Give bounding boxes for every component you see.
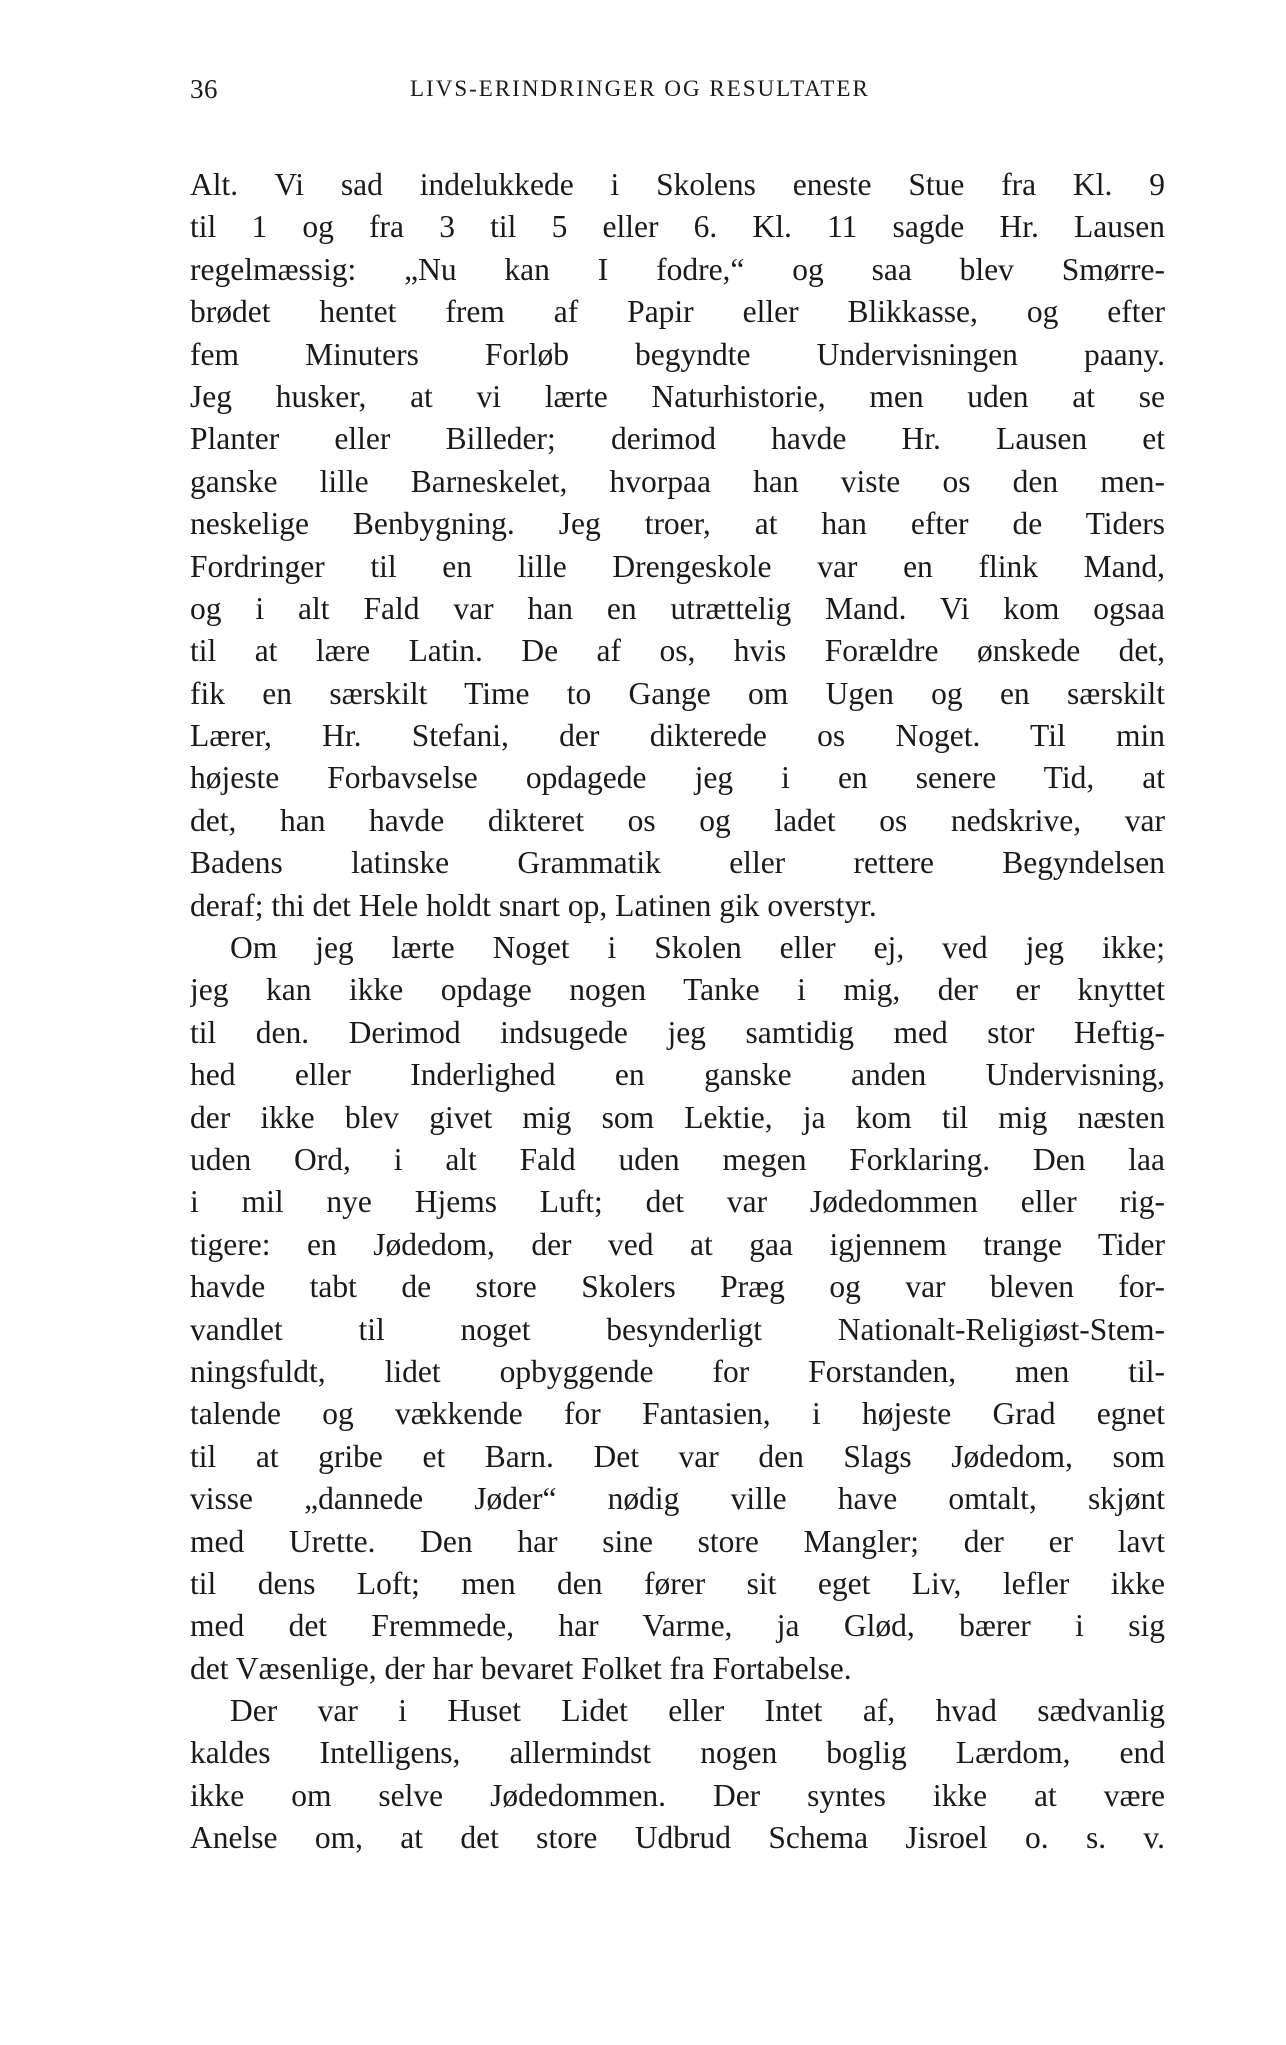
text-line: brødet hentet frem af Papir eller Blikkasse, og efter xyxy=(190,294,1165,330)
text-line: ikke om selve Jødedommen. Der syntes ikke at være xyxy=(190,1777,1165,1813)
text-line: havde tabt de store Skolers Præg og var bleven for- xyxy=(190,1269,1165,1305)
text-line: til 1 og fra 3 til 5 eller 6. Kl. 11 sagde Hr. Lausen xyxy=(190,209,1165,245)
text-line: fik en særskilt Time to Gange om Ugen og en særskilt xyxy=(190,675,1165,711)
text-line: med Urette. Den har sine store Mangler; der er lavt xyxy=(190,1523,1165,1559)
text-line: fem Minuters Forløb begyndte Undervisningen paany. xyxy=(190,336,1165,372)
text-line: Alt. Vi sad indelukkede i Skolens eneste Stue fra Kl. 9 xyxy=(190,167,1165,202)
text-line: regelmæssig: „Nu kan I fodre,“ og saa blev Smørre- xyxy=(190,251,1165,287)
text-line: Om jeg lærte Noget i Skolen eller ej, ved jeg ikke; xyxy=(230,930,1165,966)
text-line: neskelige Benbygning. Jeg troer, at han efter de Tiders xyxy=(190,506,1165,542)
text-line: visse „dannede Jøder“ nødig ville have omtalt, skjønt xyxy=(190,1481,1165,1517)
text-line: jeg kan ikke opdage nogen Tanke i mig, der er knyttet xyxy=(190,972,1165,1008)
running-head xyxy=(190,74,1165,114)
text-line: Badens latinske Grammatik eller rettere Begyndelsen xyxy=(190,845,1165,881)
text-line: Anelse om, at det store Udbrud Schema Jisroel o. s. v. xyxy=(190,1820,1165,1856)
text-line: tigere: en Jødedom, der ved at gaa igjennem trange Tider xyxy=(190,1226,1165,1262)
text-line: hed eller Inderlighed en ganske anden Undervisning, xyxy=(190,1057,1165,1093)
text-line: uden Ord, i alt Fald uden megen Forklaring. Den laa xyxy=(190,1141,1165,1177)
text-line: Jeg husker, at vi lærte Naturhistorie, men uden at se xyxy=(190,378,1165,414)
running-title: LIVS-ERINDRINGER OG RESULTATER xyxy=(410,76,870,101)
text-line: det Væsenlige, der har bevaret Folket fra Fortabelse. xyxy=(190,1650,852,1686)
text-line: det, han havde dikteret os og ladet os nedskrive, var xyxy=(190,802,1165,838)
body-text xyxy=(190,164,1165,1860)
text-line: talende og vækkende for Fantasien, i højeste Grad egnet xyxy=(190,1396,1165,1432)
text-line: til at gribe et Barn. Det var den Slags Jødedom, som xyxy=(190,1438,1165,1474)
text-line: Der var i Huset Lidet eller Intet af, hvad sædvanlig xyxy=(230,1693,1165,1729)
text-line: kaldes Intelligens, allermindst nogen boglig Lærdom, end xyxy=(190,1735,1165,1771)
text-line: højeste Forbavselse opdagede jeg i en senere Tid, at xyxy=(190,760,1165,796)
text-line: til at lære Latin. De af os, hvis Forældre ønskede det, xyxy=(190,633,1165,669)
text-line: ningsfuldt, lidet opbyggende for Forstanden, men til- xyxy=(190,1353,1165,1389)
text-line: med det Fremmede, har Varme, ja Glød, bærer i sig xyxy=(190,1608,1165,1644)
text-line: til den. Derimod indsugede jeg samtidig med stor Heftig- xyxy=(190,1014,1165,1050)
text-line: der ikke blev givet mig som Lektie, ja kom til mig næsten xyxy=(190,1099,1165,1135)
text-line: til dens Loft; men den fører sit eget Liv, lefler ikke xyxy=(190,1565,1165,1601)
text-line: vandlet til noget besynderligt Nationalt-Religiøst-Stem- xyxy=(190,1311,1165,1347)
text-line: og i alt Fald var han en utrættelig Mand. Vi kom ogsaa xyxy=(190,590,1165,626)
text-line: i mil nye Hjems Luft; det var Jødedommen eller rig- xyxy=(190,1184,1165,1220)
text-line: Planter eller Billeder; derimod havde Hr. Lausen et xyxy=(190,421,1165,457)
text-line: Fordringer til en lille Drengeskole var en flink Mand, xyxy=(190,548,1165,584)
text-line: ganske lille Barneskelet, hvorpaa han viste os den men- xyxy=(190,463,1165,499)
text-line: deraf; thi det Hele holdt snart op, Latinen gik overstyr. xyxy=(190,887,877,923)
page-number: 36 xyxy=(190,74,218,104)
text-line: Lærer, Hr. Stefani, der dikterede os Noget. Til min xyxy=(190,718,1165,754)
